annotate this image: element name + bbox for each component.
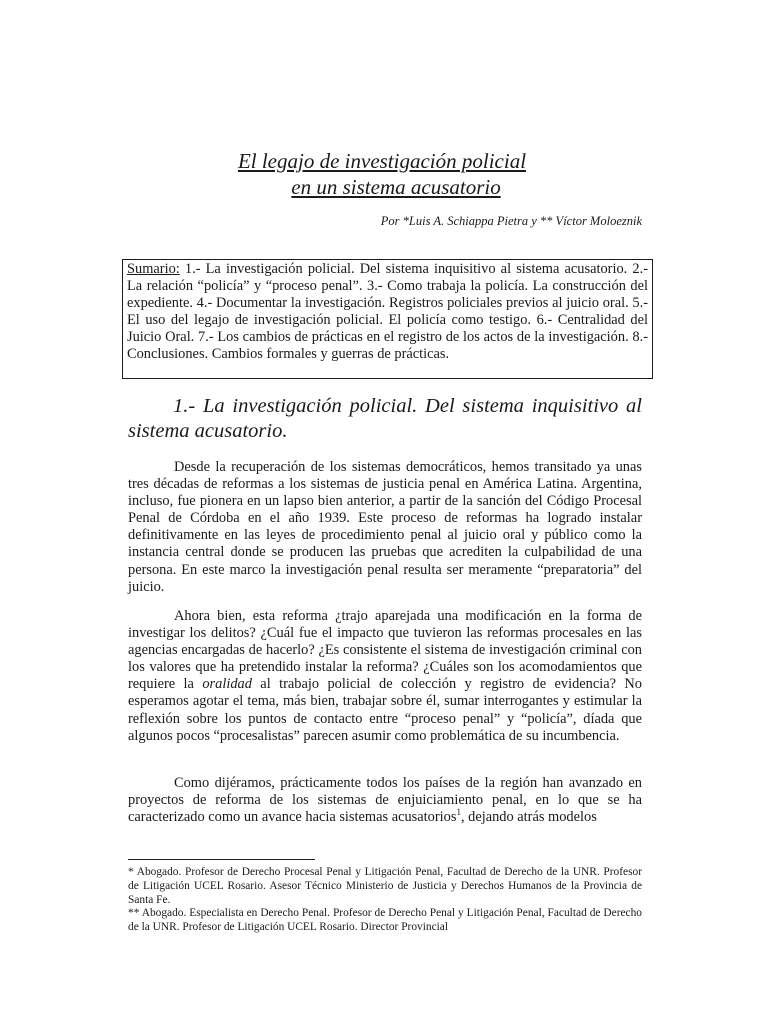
paragraph-2-part-b: al trabajo policial de colección y registro de evidencia? No esperamos agotar el tema, más bien, trabajar sobre él, sumar interrogantes y estimular la reflexión sobre los puntos de contacto entre “proceso penal” y “policía”, díada que algunos pocos “procesalistas” parecen asumir como problemática de su incumbencia.	[128, 676, 642, 744]
footnote-separator	[128, 859, 315, 860]
summary-box	[122, 259, 653, 379]
paragraph-2-part-a: Ahora bien, esta reforma ¿trajo aparejada una modificación en la forma de investigar los delitos? ¿Cuál fue el impacto que tuvieron las reformas procesales en las agencias encargadas de hacerlo? ¿Es consistente el sistema de investigación criminal con los valores que ha pretendido instalar la reforma? ¿Cuáles son los acomodamientos que requiere la	[128, 608, 642, 693]
authors-line: Por *Luis A. Schiappa Pietra y ** Víctor Moloeznik	[380, 214, 642, 228]
summary-label: Sumario:	[127, 261, 180, 277]
paragraph-2	[128, 608, 642, 745]
title-line-2-text: en un sistema acusatorio	[291, 175, 501, 199]
section-1-heading: 1.- La investigación policial. Del sistema inquisitivo al sistema acusatorio.	[128, 395, 642, 442]
document-title-line-1	[0, 148, 766, 174]
paragraph-3	[128, 775, 642, 826]
footnote-2: ** Abogado. Especialista en Derecho Penal. Profesor de Derecho Penal y Litigación Penal, Facultad de Derecho de la UNR. Profesor de Litigación UCEL Rosario. Director Provincial	[128, 907, 642, 933]
footnote-ref-1[interactable]: 1	[456, 807, 461, 818]
paragraph-2-emphasis: oralidad	[202, 676, 252, 693]
title-line-1-text: El legajo de investigación policial	[237, 149, 527, 173]
summary-text: 1.- La investigación policial. Del sistema inquisitivo al sistema acusatorio. 2.- La relación “policía” y “proceso penal”. 3.- Como trabaja la policía. La construcción del expediente. 4.- Documentar la investigación. Registros policiales previos al juicio oral. 5.- El uso del legajo de investigación policial. El policía como testigo. 6.- Centralidad del Juicio Oral. 7.- Los cambios de prácticas en el registro de los actos de la investigación. 8.- Conclusiones. Cambios formales y guerras de prácticas.	[127, 261, 648, 363]
footnote-1: * Abogado. Profesor de Derecho Procesal Penal y Litigación Penal, Facultad de Derecho de la UNR. Profesor de Litigación UCEL Rosario. Asesor Técnico Ministerio de Justicia y Derechos Humanos de la Provincia de Santa Fe.	[128, 866, 642, 906]
document-title-line-2	[12, 174, 768, 200]
paragraph-1: Desde la recuperación de los sistemas democráticos, hemos transitado ya unas tres décadas de reformas a los sistemas de justicia penal en América Latina. Argentina, incluso, fue pionera en un lapso bien anterior, a partir de la sanción del Código Procesal Penal de Córdoba en el año 1939. Este proceso de reformas ha logrado instalar definitivamente en las leyes de procedimiento penal al juicio oral y público como la instancia central donde se producen las pruebas que acrediten la culpabilidad de una persona. En este marco la investigación penal resulta ser meramente “preparatoria” del juicio.	[128, 459, 642, 595]
paragraph-3-part-b: , dejando atrás modelos	[460, 809, 597, 826]
paragraph-3-part-a: Como dijéramos, prácticamente todos los países de la región han avanzado en proyectos de reforma de los sistemas de enjuiciamiento penal, en lo que se ha caracterizado como un avance hacia sistemas acusatorios	[128, 775, 642, 826]
